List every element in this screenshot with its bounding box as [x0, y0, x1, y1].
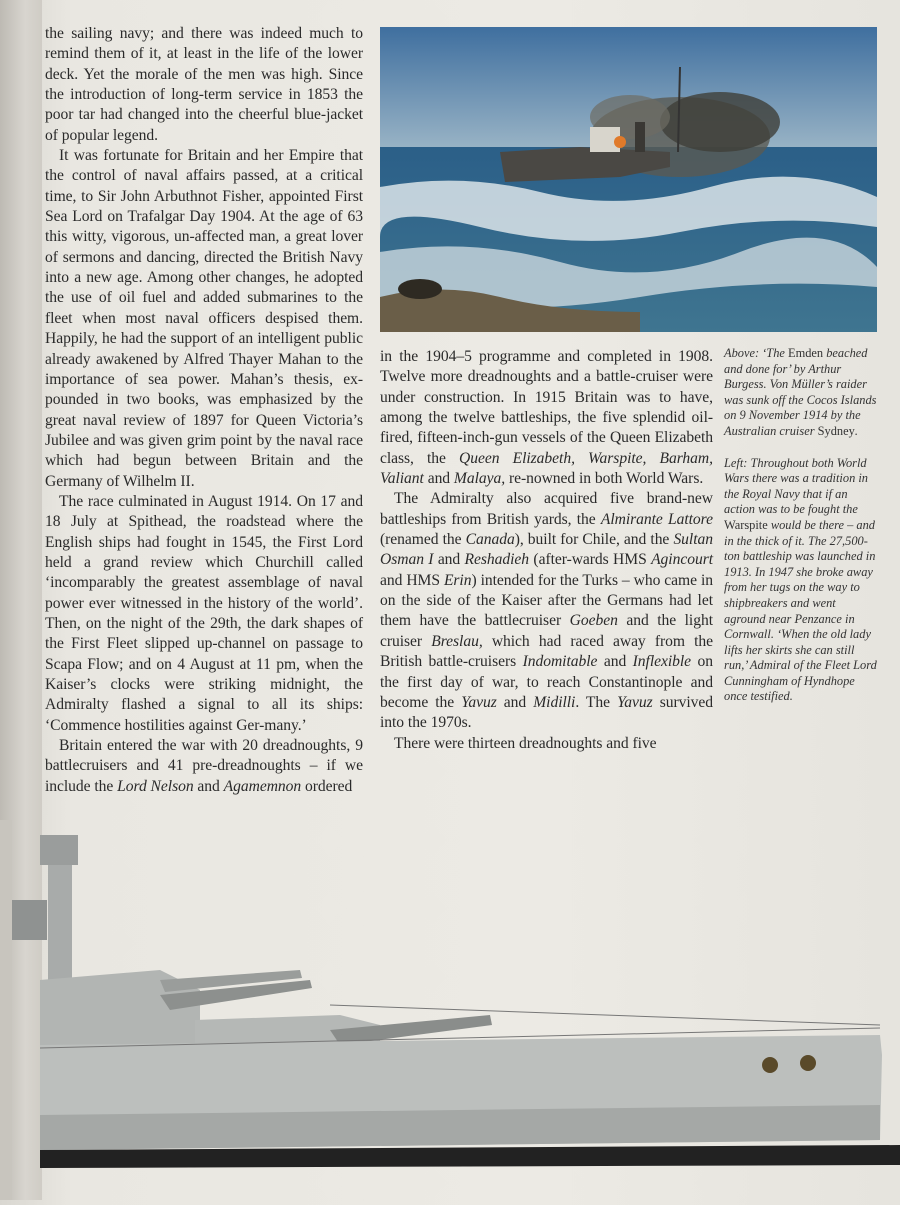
- text-run: Almirante Lattore: [600, 510, 713, 528]
- text-run: ) intended for the Turks – who came in on the side of the Kaiser after the Germans had let them have the battlecruiser: [380, 571, 713, 630]
- text-run: Malaya,: [453, 470, 506, 488]
- text-run: Canada: [465, 531, 515, 549]
- text-run: Left: Throughout both World Wars there was a tradition in the Royal Navy that if an action was to be fought the: [724, 455, 868, 517]
- text-run: Above: ‘The: [724, 346, 788, 360]
- text-run: the sailing navy; and there was indeed much to remind them of it, at least in the life of the lower deck. Yet the morale of the men was high. Since the introduction of long-term service in 1853 the poor tar had changed into the cheerful blue-jacket of popular legend.: [45, 25, 363, 144]
- paragraph: [380, 489, 713, 733]
- caption: [724, 456, 880, 706]
- paragraph: [45, 492, 363, 736]
- text-run: ordered: [301, 777, 353, 795]
- text-run: Agamemnon: [223, 777, 302, 795]
- text-run: Warspite: [724, 517, 768, 532]
- text-run: Yavuz: [617, 693, 653, 711]
- caption-column: [724, 346, 880, 721]
- paragraph: [45, 736, 363, 797]
- text-run: . The: [575, 693, 618, 711]
- text-run: ), built for Chile, and the: [514, 531, 674, 549]
- text-run: The race culminated in August 1914. On 17 and 18 July at Spithead, the roadstead where the English ships had fought in 1545, the First Lord held a grand review which Churchill called ‘incomparably the greatest assemblage of naval power ever witnessed in the history of the world’. Then, on the night of the 29th, the dark shapes of the First Fleet slipped up-channel on passage to Scapa Flow; and on 4 August at 11 pm, when the Kaiser’s clocks were striking midnight, the Admiralty flashed a signal to all its ships: ‘Commence hostilities against Ger-many.’: [45, 492, 363, 734]
- text-run: Breslau,: [431, 632, 483, 650]
- paragraph: [380, 734, 713, 754]
- text-run: .: [854, 423, 858, 438]
- text-run: The Admiralty also acquired five brand-new battleships from British yards, the: [380, 490, 713, 528]
- text-run: There were thirteen dreadnoughts and five: [394, 734, 657, 752]
- text-run: Lord Nelson: [117, 777, 194, 795]
- text-run: and: [496, 693, 534, 711]
- text-run: on the first day of war, to reach Constantinople and become the: [380, 653, 713, 711]
- text-run: Midilli: [533, 693, 576, 711]
- text-run: (after-wards HMS: [529, 551, 652, 569]
- text-run: beached and done for’ by Arthur Burgess. Von Müller’s raider was sunk off the Cocos Islands on 9 November 1914 by the Australian cruiser: [724, 346, 877, 438]
- text-run: and: [423, 470, 454, 488]
- text-run: It was fortunate for Britain and her Empire that the control of naval affairs passed, at a critical time, to Sir John Arbuthnot Fisher, appointed First Sea Lord on Trafalgar Day 1904. At the age of 63 this witty, vigorous, un-affected man, a great lover of sermons and dancing, directed the British Navy into a new age. Among other changes, he adopted the use of oil fuel and added submarines to the fleet when most naval officers despised them. Happily, he had the support of an intelligent public already awakened by Alfred Thayer Mahan to the importance of sea power. Mahan’s thesis, ex-pounded in two books, was emphasized by the great naval review of 1897 for Queen Victoria’s Jubilee and was given grim point by the naval race which had begun between Britain and the Germany of Wilhelm II.: [45, 147, 363, 490]
- text-run: Yavuz: [461, 693, 497, 711]
- paragraph: [45, 146, 363, 492]
- text-run: Queen Elizabeth, Warspite, Barham, Valiant: [380, 449, 713, 488]
- text-run: Goeben: [569, 612, 618, 630]
- text-run: which had raced away from the British battle-cruisers: [380, 632, 713, 671]
- text-run: Erin: [443, 571, 472, 589]
- text-run: and: [193, 777, 224, 795]
- text-run: Agincourt: [651, 551, 713, 569]
- text-run: in the 1904–5 programme and completed in 1908. Twelve more dreadnoughts and a battle-cruiser were under construction. In 1915 Britain was to have, among the twelve battleships, the five splendid oil-fired, fifteen-inch-gun vessels of the Queen Elizabeth class, the: [380, 348, 713, 467]
- middle-text-column: [380, 347, 713, 754]
- text-run: (renamed the: [380, 531, 466, 549]
- text-run: Sultan Osman I: [380, 531, 713, 569]
- text-run: Indomitable: [522, 653, 598, 671]
- caption: [724, 346, 880, 440]
- text-run: would be there – and in the thick of it. The 27,500-ton battleship was launched in 1913. In 1947 she broke away from her tugs on the way to shipbreakers and went aground near Penzance in Cornwall. ‘When the old lady lifts her skirts she can still run,’ Admiral of the Fleet Lord Cunningham of Hyndhope once testified.: [724, 517, 877, 704]
- left-text-column: [45, 24, 363, 797]
- text-run: Sydney: [817, 423, 855, 438]
- text-run: and HMS: [380, 571, 444, 589]
- text-run: and: [597, 653, 633, 671]
- text-run: Reshadieh: [464, 551, 530, 569]
- text-run: survived into the 1970s.: [380, 693, 714, 732]
- emden-painting: [380, 27, 877, 332]
- text-run: Britain entered the war with 20 dreadnoughts, 9 battlecruisers and 41 pre-dreadnoughts – if we include the: [45, 737, 363, 795]
- text-run: Emden: [788, 346, 824, 360]
- warspite-illustration: [0, 820, 900, 1200]
- text-run: and the light cruiser: [380, 612, 713, 650]
- paragraph: [380, 347, 713, 489]
- text-run: re-nowned in both World Wars.: [505, 470, 704, 488]
- text-run: Inflexible: [632, 653, 692, 671]
- paragraph: [45, 24, 363, 146]
- text-run: and: [433, 551, 465, 569]
